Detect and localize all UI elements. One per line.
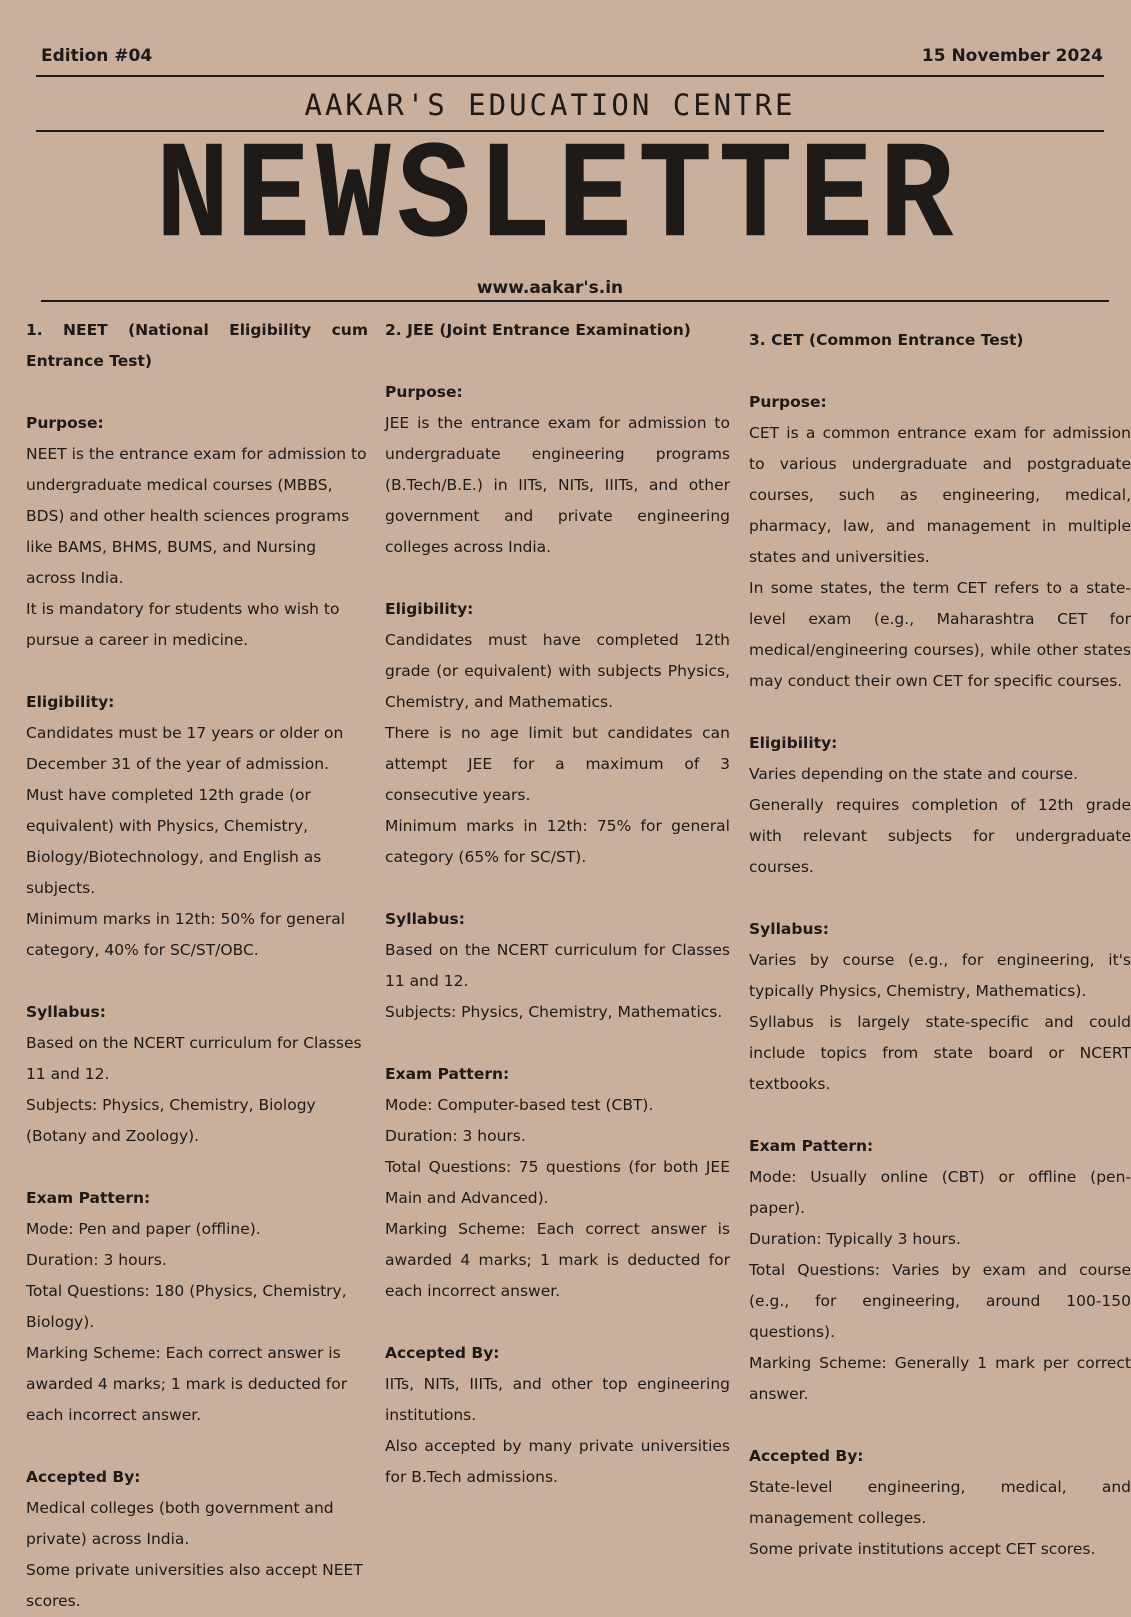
neet-eligibility-text: Minimum marks in 12th: 50% for general category, 40% for SC/ST/OBC. bbox=[26, 910, 346, 959]
cet-exam-text: Duration: Typically 3 hours. bbox=[749, 1230, 961, 1248]
neet-heading: 1. NEET (National Eligibility cum Entrance Test) bbox=[26, 321, 368, 370]
jee-exam-text: Total Questions: 75 questions (for both JEE Main and Advanced). bbox=[385, 1158, 730, 1207]
neet-exam-text: Duration: 3 hours. bbox=[26, 1251, 167, 1269]
jee-eligibility-heading: Eligibility: bbox=[385, 600, 474, 618]
jee-eligibility-text: Candidates must have completed 12th grade (or equivalent) with subjects Physics, Chemistry, and Mathematics. bbox=[385, 631, 730, 711]
neet-exam-text: Marking Scheme: Each correct answer is awarded 4 marks; 1 mark is deducted for each incorrect answer. bbox=[26, 1344, 348, 1424]
neet-syllabus-heading: Syllabus: bbox=[26, 1003, 106, 1021]
neet-exam-text: Total Questions: 180 (Physics, Chemistry, Biology). bbox=[26, 1282, 347, 1331]
cet-accepted-text: State-level engineering, medical, and management colleges. bbox=[749, 1478, 1131, 1527]
jee-accepted-heading: Accepted By: bbox=[385, 1344, 500, 1362]
jee-exam-text: Marking Scheme: Each correct answer is awarded 4 marks; 1 mark is deducted for each incorrect answer. bbox=[385, 1220, 730, 1300]
cet-exam-text: Marking Scheme: Generally 1 mark per correct answer. bbox=[749, 1354, 1131, 1403]
jee-exam-text: Duration: 3 hours. bbox=[385, 1127, 526, 1145]
jee-exam-heading: Exam Pattern: bbox=[385, 1065, 510, 1083]
cet-eligibility-text: Generally requires completion of 12th grade with relevant subjects for undergraduate courses. bbox=[749, 796, 1131, 876]
neet-syllabus-text: Subjects: Physics, Chemistry, Biology (Botany and Zoology). bbox=[26, 1096, 316, 1145]
neet-accepted-text: Medical colleges (both government and private) across India. bbox=[26, 1499, 334, 1548]
jee-purpose-text: JEE is the entrance exam for admission to undergraduate engineering programs (B.Tech/B.E.) in IITs, NITs, IIITs, and other government and private engineering colleges across India. bbox=[385, 414, 730, 556]
jee-syllabus-heading: Syllabus: bbox=[385, 910, 465, 928]
cet-purpose-text: In some states, the term CET refers to a state-level exam (e.g., Maharashtra CET for medical/engineering courses), while other states may conduct their own CET for specific courses. bbox=[749, 579, 1131, 690]
jee-eligibility-text: There is no age limit but candidates can attempt JEE for a maximum of 3 consecutive years. bbox=[385, 724, 730, 804]
cet-syllabus-heading: Syllabus: bbox=[749, 920, 829, 938]
cet-eligibility-heading: Eligibility: bbox=[749, 734, 838, 752]
neet-accepted-heading: Accepted By: bbox=[26, 1468, 141, 1486]
content-rule bbox=[41, 300, 1109, 302]
jee-purpose-heading: Purpose: bbox=[385, 383, 463, 401]
neet-exam-text: Mode: Pen and paper (offline). bbox=[26, 1220, 261, 1238]
neet-column bbox=[26, 315, 368, 1617]
cet-exam-text: Mode: Usually online (CBT) or offline (pen-paper). bbox=[749, 1168, 1131, 1217]
cet-heading: 3. CET (Common Entrance Test) bbox=[749, 331, 1024, 349]
neet-eligibility-text: Must have completed 12th grade (or equivalent) with Physics, Chemistry, Biology/Biotechnology, and English as subjects. bbox=[26, 786, 322, 897]
neet-syllabus-text: Based on the NCERT curriculum for Classes 11 and 12. bbox=[26, 1034, 362, 1083]
edition-number: Edition #04 bbox=[41, 46, 153, 66]
cet-column bbox=[749, 325, 1131, 1565]
jee-eligibility-text: Minimum marks in 12th: 75% for general category (65% for SC/ST). bbox=[385, 817, 730, 866]
cet-purpose-text: CET is a common entrance exam for admission to various undergraduate and postgraduate courses, such as engineering, medical, pharmacy, law, and management in multiple states and universities. bbox=[749, 424, 1131, 566]
neet-eligibility-text: Candidates must be 17 years or older on December 31 of the year of admission. bbox=[26, 724, 344, 773]
jee-accepted-text: Also accepted by many private universities for B.Tech admissions. bbox=[385, 1437, 730, 1486]
centre-name: AAKAR'S EDUCATION CENTRE bbox=[304, 88, 796, 122]
jee-syllabus-text: Subjects: Physics, Chemistry, Mathematics. bbox=[385, 1003, 723, 1021]
neet-eligibility-heading: Eligibility: bbox=[26, 693, 115, 711]
top-rule bbox=[36, 75, 1104, 77]
neet-exam-heading: Exam Pattern: bbox=[26, 1189, 151, 1207]
masthead-title: NEWSLETTER bbox=[155, 121, 960, 278]
issue-date: 15 November 2024 bbox=[921, 46, 1103, 66]
jee-column bbox=[385, 315, 730, 1493]
cet-syllabus-text: Varies by course (e.g., for engineering, it's typically Physics, Chemistry, Mathematics). bbox=[749, 951, 1131, 1000]
cet-exam-heading: Exam Pattern: bbox=[749, 1137, 874, 1155]
cet-syllabus-text: Syllabus is largely state-specific and could include topics from state board or NCERT textbooks. bbox=[749, 1013, 1131, 1093]
cet-accepted-text: Some private institutions accept CET scores. bbox=[749, 1540, 1096, 1558]
jee-exam-text: Mode: Computer-based test (CBT). bbox=[385, 1096, 654, 1114]
website-url: www.aakar's.in bbox=[476, 278, 624, 298]
cet-purpose-heading: Purpose: bbox=[749, 393, 827, 411]
cet-eligibility-text: Varies depending on the state and course. bbox=[749, 765, 1079, 783]
jee-accepted-text: IITs, NITs, IIITs, and other top engineering institutions. bbox=[385, 1375, 730, 1424]
jee-syllabus-text: Based on the NCERT curriculum for Classes 11 and 12. bbox=[385, 941, 730, 990]
cet-accepted-heading: Accepted By: bbox=[749, 1447, 864, 1465]
neet-purpose-heading: Purpose: bbox=[26, 414, 104, 432]
cet-exam-text: Total Questions: Varies by exam and course (e.g., for engineering, around 100-150 questions). bbox=[749, 1261, 1131, 1341]
neet-accepted-text: Some private universities also accept NEET scores. bbox=[26, 1561, 363, 1610]
jee-heading: 2. JEE (Joint Entrance Examination) bbox=[385, 321, 691, 339]
neet-purpose-text: NEET is the entrance exam for admission to undergraduate medical courses (MBBS, BDS) and other health sciences programs like BAMS, BHMS, BUMS, and Nursing across India. bbox=[26, 445, 367, 587]
neet-purpose-text: It is mandatory for students who wish to pursue a career in medicine. bbox=[26, 600, 340, 649]
